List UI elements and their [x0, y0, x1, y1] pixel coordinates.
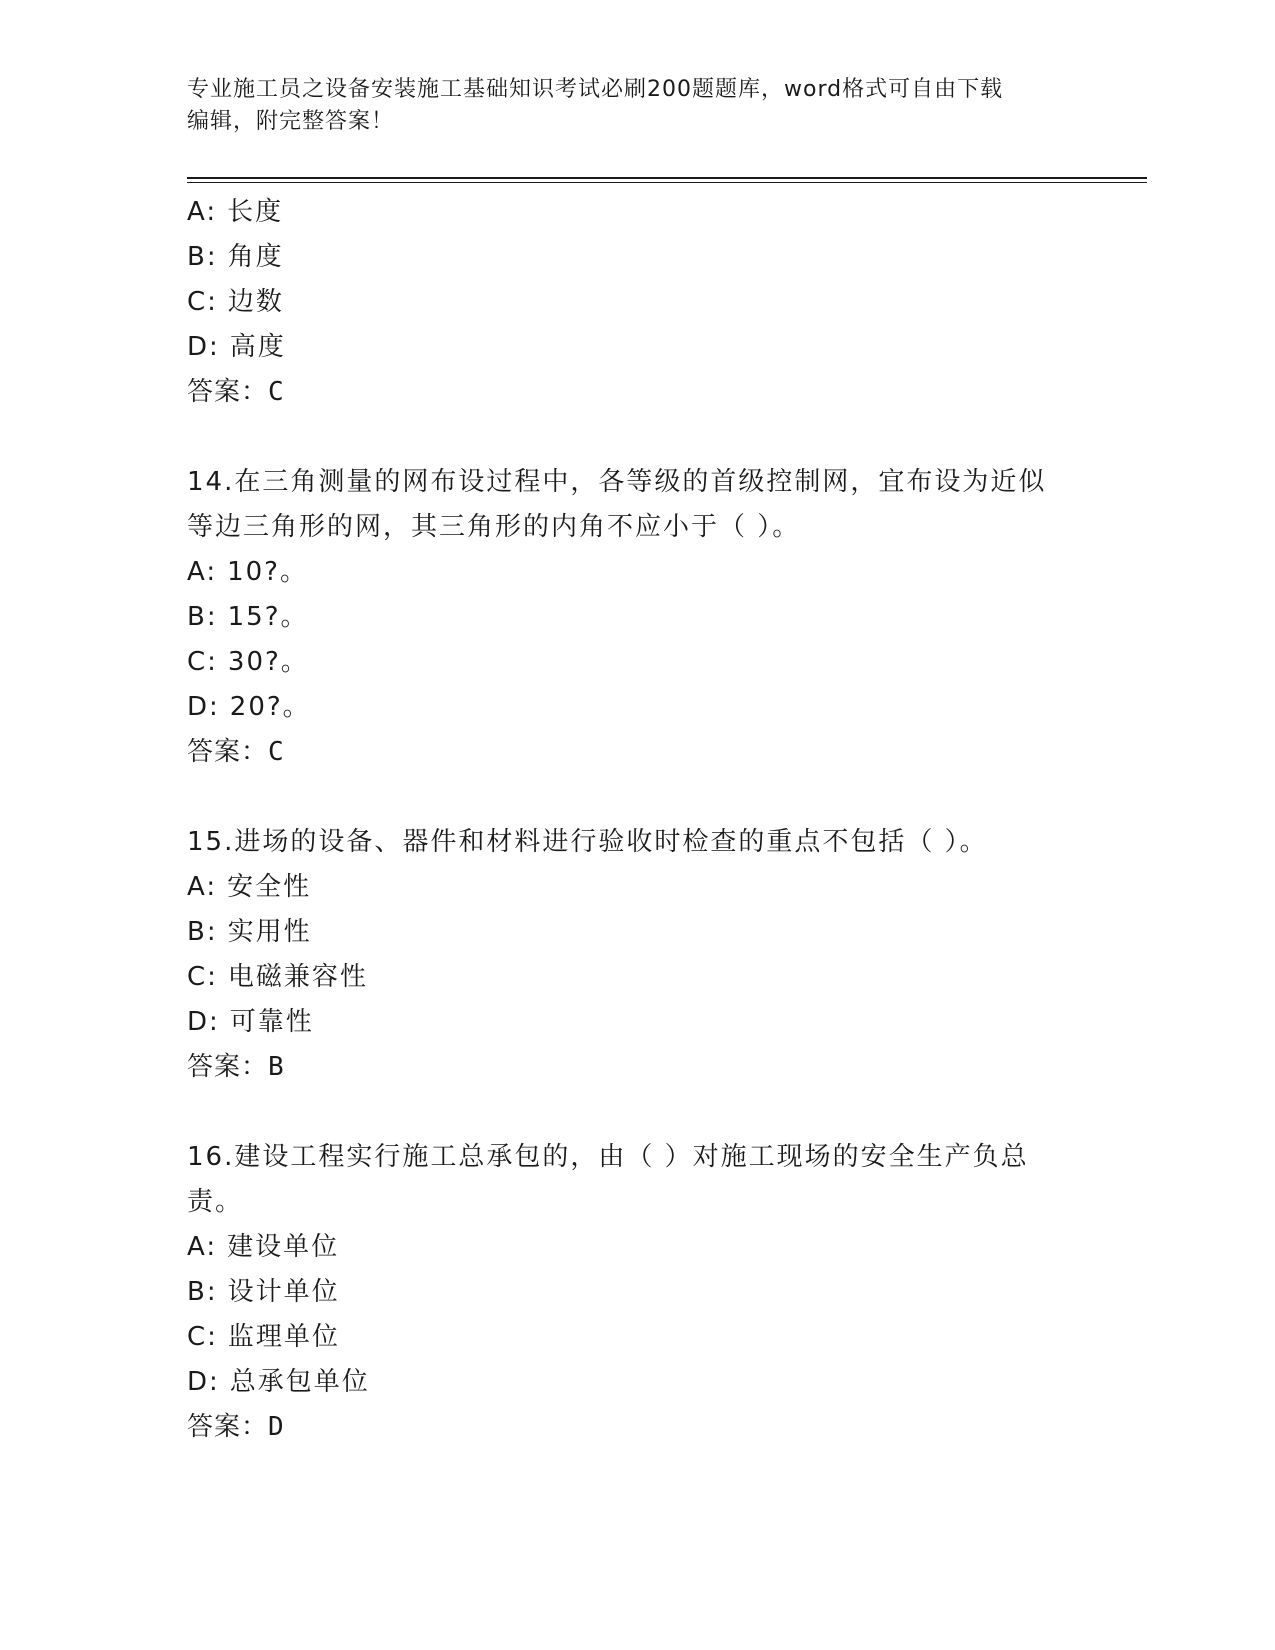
option-d — [187, 325, 1087, 370]
option-a — [187, 865, 1087, 910]
spacer — [187, 775, 1087, 820]
option-letter: C: — [187, 647, 218, 677]
option-d — [187, 685, 1087, 730]
answer-label: 答案： — [187, 1412, 269, 1442]
option-c — [187, 280, 1087, 325]
option-c — [187, 640, 1087, 685]
answer — [187, 1405, 1087, 1450]
answer-value: C — [268, 377, 285, 407]
option-letter: D: — [187, 1367, 220, 1397]
answer — [187, 730, 1087, 775]
question-16 — [187, 1135, 1087, 1450]
option-text: 20?。 — [229, 692, 311, 722]
question-stem-line-2: 责。 — [187, 1187, 244, 1217]
option-text: 可靠性 — [229, 1007, 314, 1037]
question-13 — [187, 190, 1087, 415]
option-b — [187, 595, 1087, 640]
option-text: 高度 — [229, 332, 286, 362]
answer-label: 答案： — [187, 1052, 269, 1082]
option-letter: C: — [187, 1322, 218, 1352]
question-14 — [187, 460, 1087, 775]
option-text: 长度 — [227, 197, 284, 227]
option-text: 30?。 — [227, 647, 309, 677]
question-stem-line-1: 15.进场的设备、器件和材料进行验收时检查的重点不包括（ ）。 — [187, 827, 988, 857]
option-text: 10?。 — [227, 557, 308, 587]
question-stem-line-1: 16.建设工程实行施工总承包的，由（ ）对施工现场的安全生产负总 — [187, 1142, 1029, 1172]
option-letter: B: — [187, 602, 218, 632]
header-line-2: 编辑，附完整答案！ — [187, 109, 395, 134]
option-text: 总承包单位 — [229, 1367, 370, 1397]
option-b — [187, 910, 1087, 955]
document-header — [187, 74, 1087, 138]
question-stem-line-1: 14.在三角测量的网布设过程中，各等级的首级控制网，宜布设为近似 — [187, 467, 1047, 497]
question-15 — [187, 820, 1087, 1090]
option-d — [187, 1360, 1087, 1405]
option-b — [187, 235, 1087, 280]
option-d — [187, 1000, 1087, 1045]
question-stem-line-2: 等边三角形的网，其三角形的内角不应小于（ ）。 — [187, 512, 801, 542]
option-letter: C: — [187, 287, 218, 317]
option-letter: B: — [187, 242, 218, 272]
option-text: 角度 — [227, 242, 284, 272]
option-letter: D: — [187, 692, 220, 722]
spacer — [187, 415, 1087, 460]
option-letter: A: — [187, 872, 218, 902]
option-a — [187, 190, 1087, 235]
option-text: 设计单位 — [227, 1277, 340, 1307]
spacer — [187, 1090, 1087, 1135]
option-letter: D: — [187, 332, 220, 362]
option-text: 建设单位 — [227, 1232, 340, 1262]
option-letter: B: — [187, 917, 218, 947]
option-letter: B: — [187, 1277, 218, 1307]
option-c — [187, 1315, 1087, 1360]
answer-value: B — [268, 1052, 285, 1082]
option-text: 实用性 — [227, 917, 312, 947]
option-text: 15?。 — [227, 602, 309, 632]
option-c — [187, 955, 1087, 1000]
option-a — [187, 1225, 1087, 1270]
answer — [187, 370, 1087, 415]
header-rule-thick — [187, 177, 1147, 179]
option-letter: A: — [187, 197, 218, 227]
option-letter: D: — [187, 1007, 220, 1037]
answer — [187, 1045, 1087, 1090]
header-line-1: 专业施工员之设备安装施工基础知识考试必刷200题题库，word格式可自由下载 — [187, 77, 1004, 102]
option-text: 安全性 — [227, 872, 312, 902]
option-b — [187, 1270, 1087, 1315]
option-text: 边数 — [227, 287, 284, 317]
option-text: 监理单位 — [227, 1322, 340, 1352]
question-list — [187, 190, 1087, 1450]
option-text: 电磁兼容性 — [227, 962, 368, 992]
header-rule-thin — [187, 182, 1147, 183]
option-letter: A: — [187, 1232, 218, 1262]
answer-value: C — [268, 737, 285, 767]
answer-value: D — [268, 1412, 285, 1442]
option-letter: A: — [187, 557, 218, 587]
answer-label: 答案： — [187, 737, 269, 767]
answer-label: 答案： — [187, 377, 269, 407]
option-a — [187, 550, 1087, 595]
option-letter: C: — [187, 962, 218, 992]
